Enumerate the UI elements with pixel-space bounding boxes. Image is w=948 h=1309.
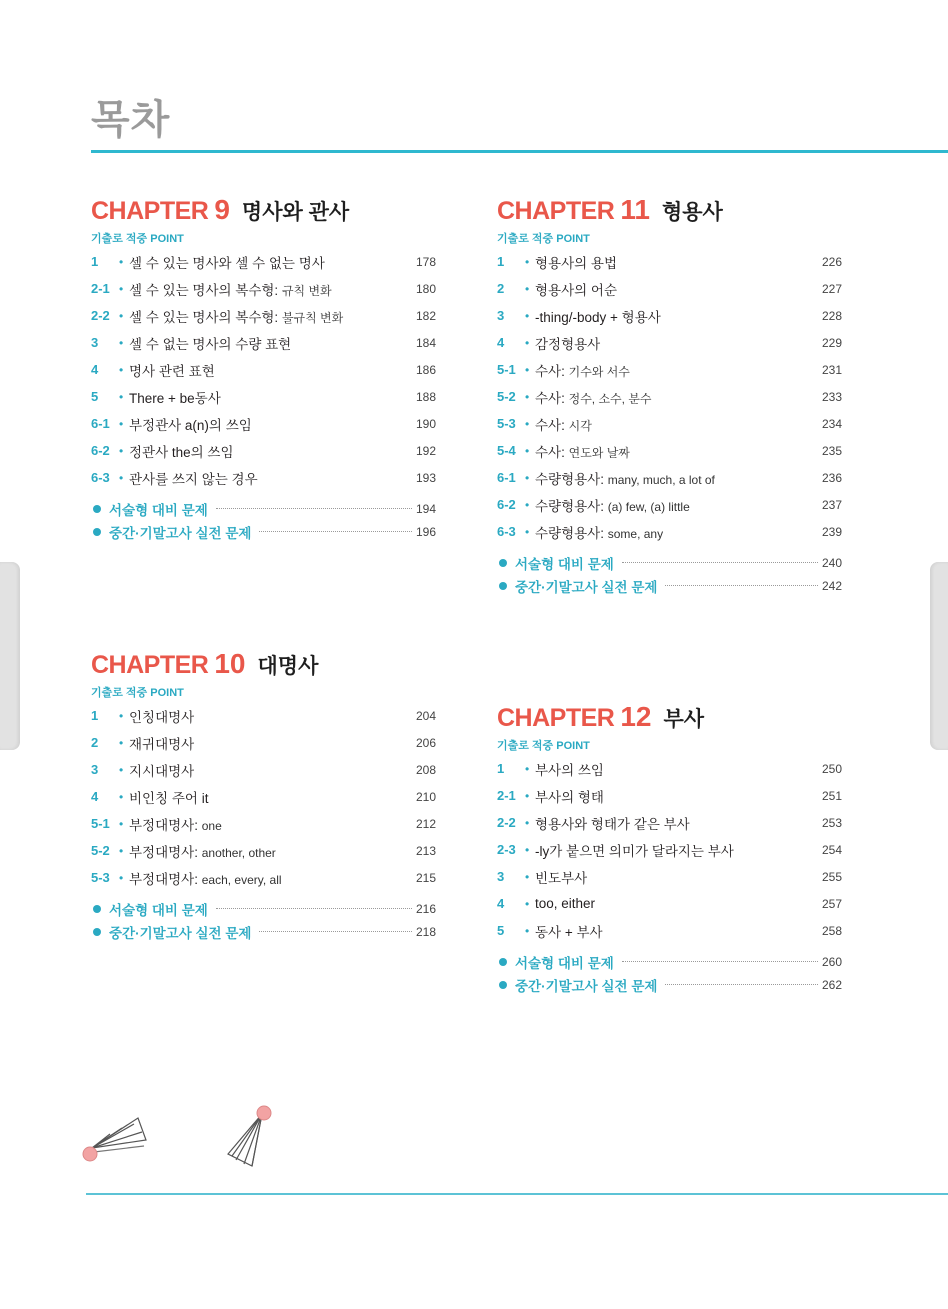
bullet-icon: • (119, 335, 124, 350)
item-page-number: 206 (415, 735, 436, 750)
item-title (535, 306, 812, 326)
item-page-number: 250 (821, 761, 842, 776)
toc-item[interactable] (497, 809, 842, 836)
bottom-divider (86, 1193, 948, 1195)
toc-item[interactable] (91, 864, 436, 891)
item-text: 형용사의 용법 (535, 255, 617, 271)
item-title (535, 813, 812, 833)
item-page-number: 234 (821, 416, 842, 431)
review-item[interactable] (91, 520, 436, 543)
item-text: 셀 수 있는 명사의 복수형: (129, 309, 279, 325)
item-text: 지시대명사 (129, 763, 195, 779)
bullet-icon: • (525, 842, 530, 857)
chapter-heading (91, 648, 436, 682)
item-text: 수량형용사: (535, 525, 604, 541)
bullet-icon: • (119, 470, 124, 485)
item-text: 셀 수 없는 명사의 수량 표현 (129, 336, 292, 352)
chapter-word: CHAPTER (91, 197, 209, 225)
toc-item-list (497, 248, 842, 545)
item-subtext: 기수와 서수 (568, 364, 630, 379)
item-subtext: many, much, a lot of (607, 472, 715, 487)
item-page-number: 190 (415, 416, 436, 431)
item-title (535, 495, 812, 515)
item-text: 동사 + 부사 (535, 924, 603, 940)
item-title (535, 921, 812, 941)
bullet-icon: • (525, 923, 530, 938)
item-page-number: 239 (821, 524, 842, 539)
item-title (535, 414, 812, 434)
point-label: 기출로 적중 POINT (497, 233, 590, 245)
dot-icon (93, 905, 101, 913)
item-text: 수사: (535, 390, 565, 406)
item-number: 5-2 (91, 843, 110, 858)
item-page-number: 254 (821, 842, 842, 857)
item-number: 5-1 (497, 362, 516, 377)
review-list (497, 551, 842, 597)
item-page-number: 257 (821, 896, 842, 911)
toc-item[interactable] (91, 329, 436, 356)
title-divider (91, 150, 948, 153)
chapter-section (91, 648, 436, 943)
item-title (129, 252, 406, 272)
dotted-leader (622, 562, 818, 563)
toc-item[interactable] (91, 756, 436, 783)
chapter-number: 12 (620, 701, 652, 732)
right-page-tab (930, 562, 948, 750)
toc-item[interactable] (91, 302, 436, 329)
item-number: 1 (497, 254, 505, 269)
item-title (535, 840, 812, 860)
toc-item[interactable] (91, 810, 436, 837)
item-number: 6-3 (497, 524, 516, 539)
review-item[interactable] (91, 897, 436, 920)
item-page-number: 236 (821, 470, 842, 485)
item-number: 3 (497, 869, 505, 884)
toc-item[interactable] (497, 917, 842, 944)
toc-item[interactable] (91, 410, 436, 437)
item-page-number: 237 (821, 497, 842, 512)
item-text: 정관사 the의 쓰임 (129, 444, 234, 460)
item-text: 명사 관련 표현 (129, 363, 215, 379)
bullet-icon: • (525, 335, 530, 350)
dot-icon (499, 559, 507, 567)
toc-item[interactable] (91, 248, 436, 275)
item-text: -ly가 붙으면 의미가 달라지는 부사 (535, 843, 734, 859)
item-number: 5-4 (497, 443, 516, 458)
review-item[interactable] (497, 950, 842, 973)
bullet-icon: • (525, 896, 530, 911)
toc-item-list (91, 248, 436, 491)
bullet-icon: • (525, 788, 530, 803)
chapter-title: 부사 (663, 708, 705, 731)
item-number: 2-2 (91, 308, 110, 323)
item-page-number: 255 (821, 869, 842, 884)
item-text: There + be동사 (129, 390, 221, 406)
review-page-number: 218 (415, 924, 436, 939)
item-subtext: one (201, 818, 222, 833)
item-number: 3 (91, 335, 99, 350)
dot-icon (499, 958, 507, 966)
item-number: 2-1 (497, 788, 516, 803)
item-number: 4 (497, 896, 505, 911)
dotted-leader (216, 908, 412, 909)
item-number: 5-1 (91, 816, 110, 831)
toc-item-list (91, 702, 436, 891)
item-title (535, 333, 812, 353)
item-subtext: 시각 (568, 418, 592, 433)
toc-item[interactable] (497, 275, 842, 302)
dotted-leader (665, 984, 818, 985)
item-text: 인칭대명사 (129, 709, 195, 725)
item-page-number: 204 (415, 708, 436, 723)
item-text: 부정관사 a(n)의 쓰임 (129, 417, 252, 433)
item-number: 2-1 (91, 281, 110, 296)
item-text: too, either (535, 896, 596, 911)
item-title (535, 387, 812, 407)
bullet-icon: • (119, 762, 124, 777)
toc-item[interactable] (497, 437, 842, 464)
item-text: 부정대명사: (129, 844, 198, 860)
item-title (129, 814, 406, 834)
chapter-number: 9 (214, 194, 230, 225)
chapter-title: 대명사 (257, 655, 319, 678)
dotted-leader (622, 961, 818, 962)
item-page-number: 251 (821, 788, 842, 803)
review-item[interactable] (497, 973, 842, 996)
toc-item[interactable] (91, 356, 436, 383)
dot-icon (93, 928, 101, 936)
review-page-number: 196 (415, 524, 436, 539)
toc-item[interactable] (497, 329, 842, 356)
bullet-icon: • (119, 870, 124, 885)
item-title (129, 360, 406, 380)
item-page-number: 215 (415, 870, 436, 885)
item-text: 부정대명사: (129, 871, 198, 887)
item-title (129, 468, 406, 488)
chapter-word: CHAPTER (91, 651, 209, 679)
toc-item[interactable] (497, 518, 842, 545)
review-label: 중간·기말고사 실전 문제 (515, 579, 658, 595)
chapter-word: CHAPTER (497, 197, 615, 225)
item-subtext: 규칙 변화 (281, 283, 332, 298)
toc-item[interactable] (91, 837, 436, 864)
item-number: 5-3 (497, 416, 516, 431)
item-title (535, 441, 812, 461)
item-text: 수사: (535, 417, 565, 433)
toc-item[interactable] (497, 356, 842, 383)
item-number: 1 (91, 254, 99, 269)
chapter-heading (91, 194, 436, 228)
item-number: 3 (497, 308, 505, 323)
review-page-number: 216 (415, 901, 436, 916)
bullet-icon: • (119, 308, 124, 323)
toc-item[interactable] (497, 782, 842, 809)
chapter-number: 11 (620, 194, 650, 225)
item-title (535, 896, 812, 911)
item-title (129, 706, 406, 726)
item-page-number: 213 (415, 843, 436, 858)
item-page-number: 258 (821, 923, 842, 938)
item-page-number: 235 (821, 443, 842, 458)
item-title (129, 306, 406, 326)
item-title (535, 759, 812, 779)
toc-item[interactable] (91, 275, 436, 302)
dot-icon (93, 528, 101, 536)
item-title (535, 360, 812, 380)
review-page-number: 194 (415, 501, 436, 516)
item-subtext: another, other (201, 845, 276, 860)
item-page-number: 184 (415, 335, 436, 350)
review-label: 서술형 대비 문제 (109, 502, 208, 518)
item-title (129, 441, 406, 461)
bullet-icon: • (525, 362, 530, 377)
item-text: 수량형용사: (535, 471, 604, 487)
item-page-number: 188 (415, 389, 436, 404)
item-number: 1 (91, 708, 99, 723)
review-list (91, 497, 436, 543)
item-title (129, 760, 406, 780)
toc-item[interactable] (91, 729, 436, 756)
item-title (129, 414, 406, 434)
toc-item[interactable] (497, 302, 842, 329)
item-title (535, 279, 812, 299)
bullet-icon: • (525, 416, 530, 431)
chapter-heading (497, 701, 842, 735)
chapter-title: 형용사 (661, 201, 723, 224)
item-number: 4 (91, 789, 99, 804)
bullet-icon: • (119, 389, 124, 404)
item-title (535, 522, 812, 542)
toc-item[interactable] (497, 890, 842, 917)
item-text: 수량형용사: (535, 498, 604, 514)
bullet-icon: • (119, 735, 124, 750)
bullet-icon: • (525, 815, 530, 830)
item-subtext: 불규칙 변화 (281, 310, 344, 325)
item-title (535, 786, 812, 806)
review-page-number: 262 (821, 977, 842, 992)
toc-item-list (497, 755, 842, 944)
review-label: 중간·기말고사 실전 문제 (109, 925, 252, 941)
dotted-leader (665, 585, 818, 586)
item-text: 재귀대명사 (129, 736, 195, 752)
dot-icon (499, 582, 507, 590)
toc-item[interactable] (91, 783, 436, 810)
bullet-icon: • (119, 789, 124, 804)
bullet-icon: • (525, 254, 530, 269)
bullet-icon: • (525, 497, 530, 512)
item-subtext: each, every, all (201, 872, 282, 887)
item-number: 6-2 (497, 497, 516, 512)
item-text: 빈도부사 (535, 870, 588, 886)
dot-icon (93, 505, 101, 513)
review-page-number: 240 (821, 555, 842, 570)
item-page-number: 228 (821, 308, 842, 323)
chapter-section (91, 194, 436, 543)
item-number: 2-3 (497, 842, 516, 857)
toc-item[interactable] (497, 491, 842, 518)
item-number: 5-2 (497, 389, 516, 404)
item-number: 2 (497, 281, 505, 296)
bullet-icon: • (119, 281, 124, 296)
toc-item[interactable] (497, 410, 842, 437)
toc-item[interactable] (91, 437, 436, 464)
item-text: 수사: (535, 444, 565, 460)
bullet-icon: • (525, 869, 530, 884)
toc-item[interactable] (497, 248, 842, 275)
bullet-icon: • (119, 443, 124, 458)
item-title (535, 867, 812, 887)
review-label: 중간·기말고사 실전 문제 (515, 978, 658, 994)
item-page-number: 180 (415, 281, 436, 296)
bullet-icon: • (525, 761, 530, 776)
item-subtext: 정수, 소수, 분수 (568, 391, 652, 406)
item-page-number: 208 (415, 762, 436, 777)
toc-item[interactable] (91, 383, 436, 410)
item-page-number: 253 (821, 815, 842, 830)
review-item[interactable] (91, 920, 436, 943)
bullet-icon: • (525, 524, 530, 539)
item-number: 6-1 (91, 416, 110, 431)
review-item[interactable] (497, 574, 842, 597)
item-title (129, 787, 406, 807)
item-text: 형용사의 어순 (535, 282, 617, 298)
item-title (129, 733, 406, 753)
item-subtext: some, any (607, 526, 664, 541)
bullet-icon: • (119, 843, 124, 858)
item-page-number: 192 (415, 443, 436, 458)
review-list (91, 897, 436, 943)
chapter-section (497, 194, 842, 597)
chapter-number: 10 (214, 648, 246, 679)
toc-item[interactable] (497, 836, 842, 863)
item-subtext: 연도와 날짜 (568, 445, 630, 460)
dotted-leader (216, 508, 412, 509)
item-title (129, 387, 406, 407)
toc-item[interactable] (497, 755, 842, 782)
item-number: 6-2 (91, 443, 110, 458)
item-number: 1 (497, 761, 505, 776)
item-page-number: 231 (821, 362, 842, 377)
item-text: 셀 수 있는 명사의 복수형: (129, 282, 279, 298)
item-text: 부사의 형태 (535, 789, 604, 805)
item-number: 5-3 (91, 870, 110, 885)
item-number: 6-3 (91, 470, 110, 485)
dotted-leader (259, 931, 412, 932)
item-page-number: 182 (415, 308, 436, 323)
item-title (129, 279, 406, 299)
item-page-number: 233 (821, 389, 842, 404)
bullet-icon: • (119, 362, 124, 377)
point-label: 기출로 적중 POINT (91, 233, 184, 245)
bullet-icon: • (525, 308, 530, 323)
toc-item[interactable] (497, 383, 842, 410)
bullet-icon: • (119, 416, 124, 431)
toc-item[interactable] (497, 863, 842, 890)
chapter-section (497, 701, 842, 996)
item-subtext: (a) few, (a) little (607, 499, 690, 514)
bullet-icon: • (119, 816, 124, 831)
item-page-number: 226 (821, 254, 842, 269)
shuttlecock-icon (222, 1104, 278, 1172)
review-page-number: 260 (821, 954, 842, 969)
review-label: 서술형 대비 문제 (109, 902, 208, 918)
item-number: 6-1 (497, 470, 516, 485)
item-page-number: 186 (415, 362, 436, 377)
left-page-tab (0, 562, 20, 750)
item-title (535, 252, 812, 272)
item-page-number: 212 (415, 816, 436, 831)
bullet-icon: • (525, 470, 530, 485)
item-text: 감정형용사 (535, 336, 601, 352)
bullet-icon: • (525, 281, 530, 296)
toc-item[interactable] (91, 464, 436, 491)
item-number: 3 (91, 762, 99, 777)
review-label: 서술형 대비 문제 (515, 955, 614, 971)
bullet-icon: • (525, 389, 530, 404)
item-title (129, 868, 406, 888)
toc-item[interactable] (497, 464, 842, 491)
chapter-title: 명사와 관사 (241, 201, 350, 224)
review-label: 중간·기말고사 실전 문제 (109, 525, 252, 541)
review-item[interactable] (91, 497, 436, 520)
item-page-number: 210 (415, 789, 436, 804)
item-title (129, 841, 406, 861)
item-number: 5 (91, 389, 99, 404)
point-label: 기출로 적중 POINT (91, 687, 184, 699)
point-label: 기출로 적중 POINT (497, 740, 590, 752)
bullet-icon: • (119, 708, 124, 723)
item-title (129, 333, 406, 353)
item-text: 부사의 쓰임 (535, 762, 604, 778)
dotted-leader (259, 531, 412, 532)
item-text: 부정대명사: (129, 817, 198, 833)
chapter-word: CHAPTER (497, 704, 615, 732)
review-page-number: 242 (821, 578, 842, 593)
item-text: 셀 수 있는 명사와 셀 수 없는 명사 (129, 255, 325, 271)
review-item[interactable] (497, 551, 842, 574)
item-number: 2-2 (497, 815, 516, 830)
item-page-number: 178 (415, 254, 436, 269)
item-page-number: 229 (821, 335, 842, 350)
item-number: 4 (91, 362, 99, 377)
item-text: 관사를 쓰지 않는 경우 (129, 471, 258, 487)
item-number: 4 (497, 335, 505, 350)
item-text: -thing/-body + 형용사 (535, 309, 661, 325)
item-text: 수사: (535, 363, 565, 379)
chapter-heading (497, 194, 842, 228)
review-label: 서술형 대비 문제 (515, 556, 614, 572)
item-text: 비인칭 주어 it (129, 790, 209, 806)
item-title (535, 468, 812, 488)
item-number: 2 (91, 735, 99, 750)
item-page-number: 227 (821, 281, 842, 296)
shuttlecock-icon (80, 1112, 152, 1164)
bullet-icon: • (119, 254, 124, 269)
toc-item[interactable] (91, 702, 436, 729)
item-number: 5 (497, 923, 505, 938)
dot-icon (499, 981, 507, 989)
review-list (497, 950, 842, 996)
item-text: 형용사와 형태가 같은 부사 (535, 816, 690, 832)
item-page-number: 193 (415, 470, 436, 485)
page-title: 목차 (91, 98, 171, 142)
bullet-icon: • (525, 443, 530, 458)
